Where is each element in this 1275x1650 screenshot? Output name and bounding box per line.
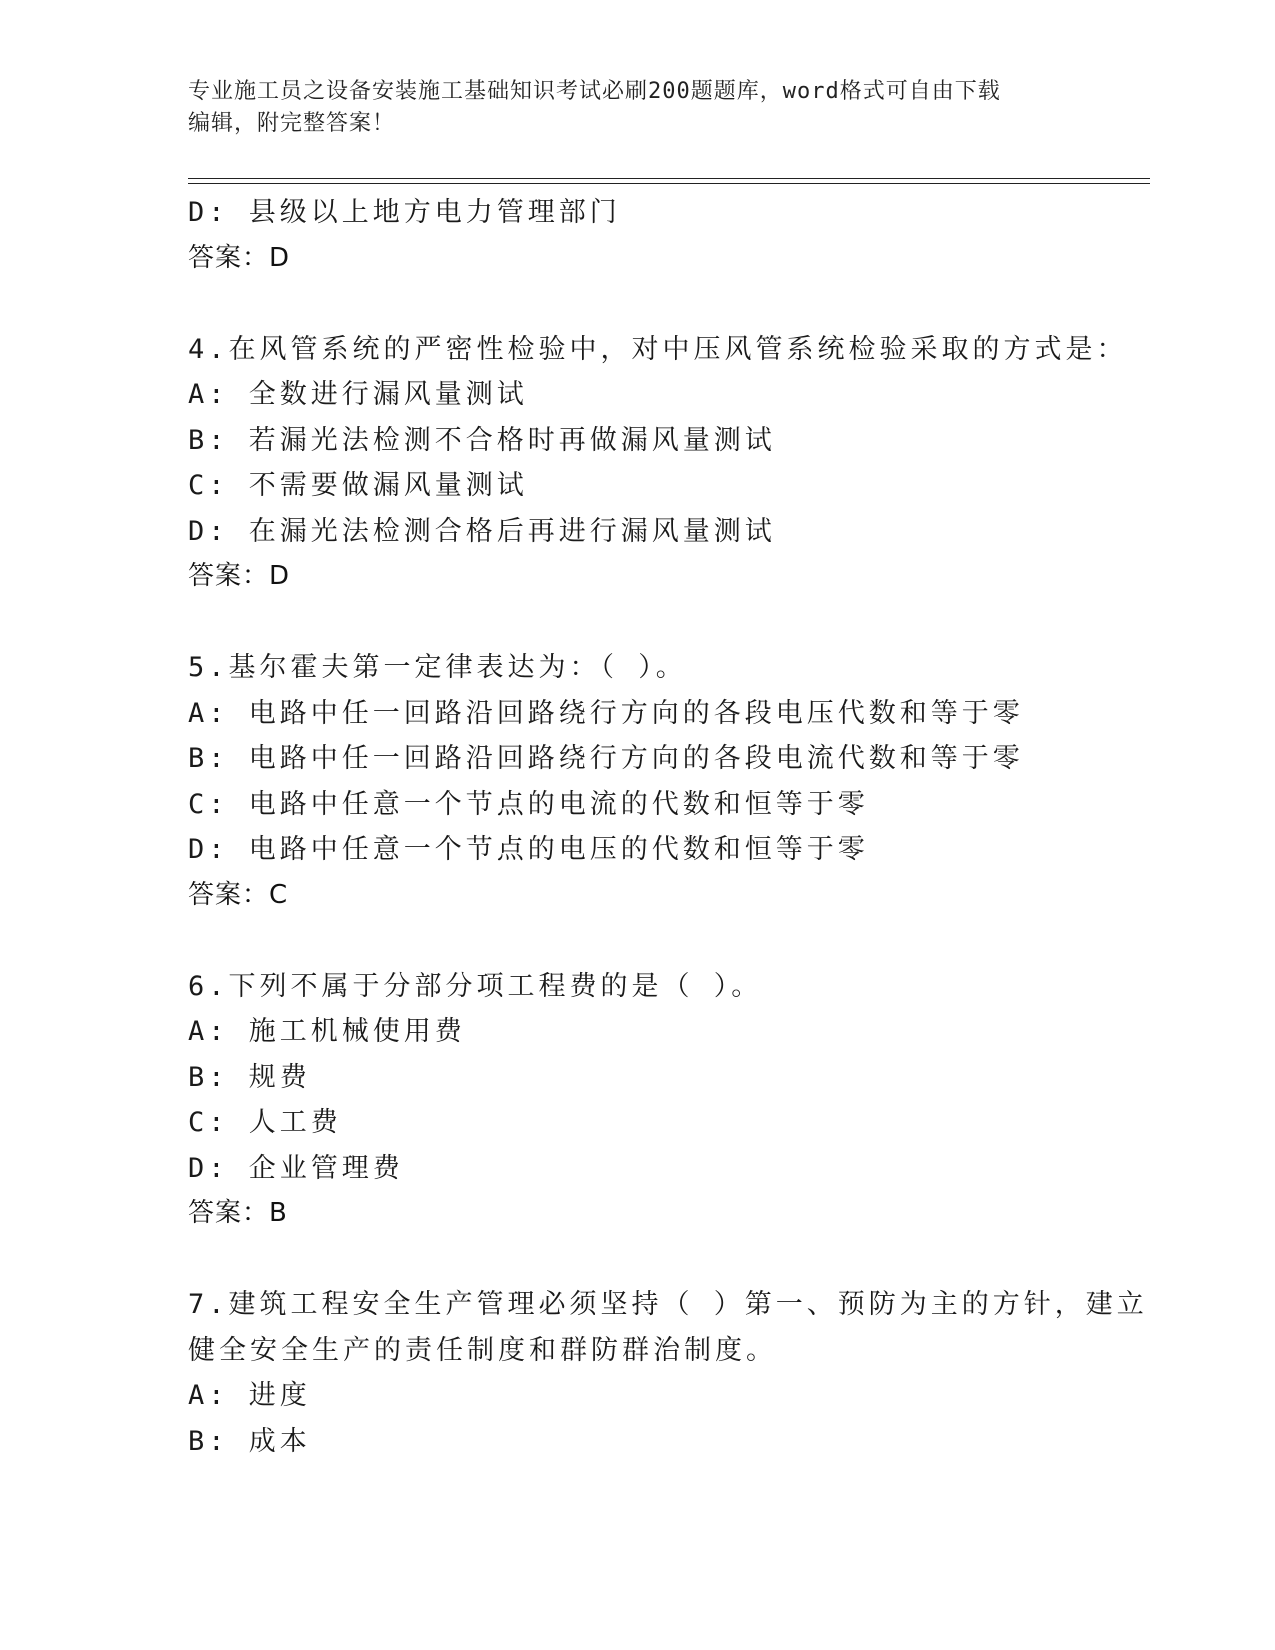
option-a: A: 电路中任一回路沿回路绕行方向的各段电压代数和等于零: [188, 697, 1024, 729]
header-divider-bottom: [188, 183, 1150, 184]
option-b: B: 若漏光法检测不合格时再做漏风量测试: [188, 424, 776, 456]
option-a: A: 进度: [188, 1380, 311, 1411]
option-a: A: 施工机械使用费: [188, 1016, 466, 1047]
answer-label: 答案：D: [188, 242, 291, 273]
option-c: C: 不需要做漏风量测试: [188, 470, 528, 501]
option-c: C: 人工费: [188, 1107, 342, 1138]
question-stem: 4.在风管系统的严密性检验中，对中压风管系统检验采取的方式是：: [188, 333, 1128, 365]
header-divider-top: [188, 178, 1150, 179]
question-3-tail: [188, 190, 1088, 281]
option-d: D: 县级以上地方电力管理部门: [188, 197, 621, 228]
spacer: [188, 918, 1088, 964]
question-stem: 5.基尔霍夫第一定律表达为：（ ）。: [188, 652, 687, 683]
option-b: B: 规费: [188, 1061, 311, 1093]
answer-label: 答案：D: [188, 561, 291, 591]
question-5: [188, 645, 1088, 918]
option-b: B: 成本: [188, 1425, 311, 1457]
question-4: [188, 327, 1128, 600]
question-stem-line2: 健全安全生产的责任制度和群防群治制度。: [188, 1334, 777, 1366]
question-stem-line1: 7.建筑工程安全生产管理必须坚持（ ）第一、预防为主的方针，建立: [188, 1289, 1148, 1320]
answer-label: 答案：C: [188, 879, 289, 910]
spacer: [188, 281, 1088, 327]
header-title-line2: 编辑，附完整答案！: [188, 111, 396, 136]
document-header: [188, 76, 1068, 140]
option-d: D: 电路中任意一个节点的电压的代数和恒等于零: [188, 834, 869, 865]
answer-label: 答案：B: [188, 1198, 288, 1228]
document-body: [188, 190, 1148, 1464]
option-b: B: 电路中任一回路沿回路绕行方向的各段电流代数和等于零: [188, 743, 1024, 774]
question-7: [188, 1282, 1148, 1464]
question-6: [188, 964, 1088, 1237]
header-title-line1: 专业施工员之设备安装施工基础知识考试必刷200题题库，word格式可自由下载: [188, 79, 1001, 104]
question-stem: 6.下列不属于分部分项工程费的是（ ）。: [188, 970, 763, 1002]
option-c: C: 电路中任意一个节点的电流的代数和恒等于零: [188, 788, 869, 820]
spacer: [188, 600, 1088, 646]
spacer: [188, 1237, 1088, 1283]
option-d: D: 企业管理费: [188, 1152, 404, 1184]
option-d: D: 在漏光法检测合格后再进行漏风量测试: [188, 515, 776, 547]
option-a: A: 全数进行漏风量测试: [188, 379, 528, 410]
